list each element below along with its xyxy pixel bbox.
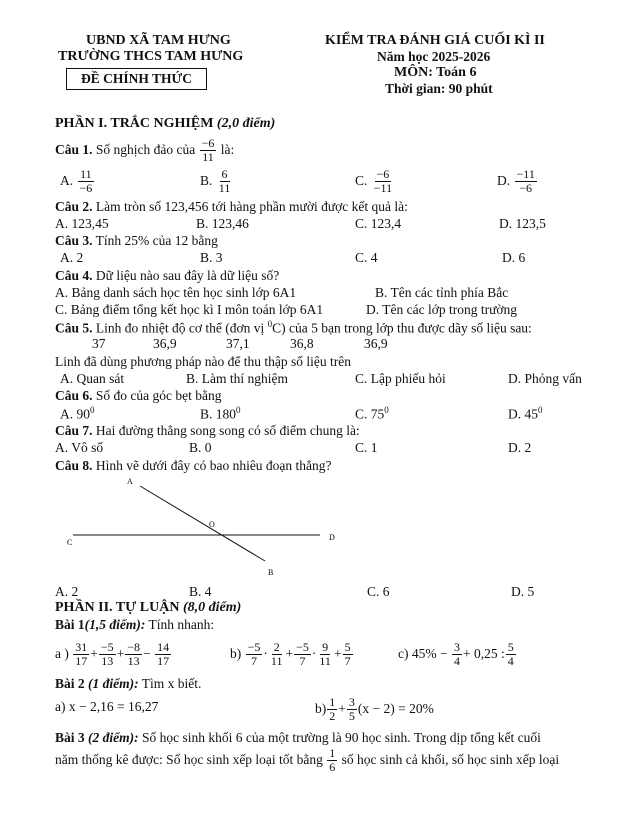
school-authority: UBND XÃ TAM HƯNG [86,33,231,48]
q5-value-4: 36,8 [290,336,314,351]
q7-option-a: A. Vô số [55,440,104,455]
q7-option-d: D. 2 [508,440,532,455]
q5-value-1: 37 [92,336,106,351]
question-1: Câu 1. Số nghịch đảo của $\frac{-6}{11}$ là: [55,135,235,164]
q8-option-c: C. 6 [367,584,390,599]
q3-option-c: C. 4 [355,250,378,265]
point-a-label: A [127,477,133,486]
question-6: Câu 6. Số đo của góc bẹt bằng [55,388,222,403]
q4-option-b: B. Tên các tỉnh phía Bắc [375,285,509,300]
q3-option-b: B. 3 [200,250,223,265]
exercise-1-heading: Bài 1(1,5 điểm): Tính nhanh: [55,617,215,632]
point-d-label: D [329,533,335,542]
question-3: Câu 3. Tính 25% của 12 bằng [55,233,218,248]
question-5: Câu 5. Linh đo nhiệt độ cơ thể (đơn vị $^0$C) của 5 bạn trong lớp thu được dãy số liệu sau: [55,319,532,336]
part2-heading: PHẦN II. TỰ LUẬN (8,0 điểm) [55,600,242,615]
q5-value-5: 36,9 [364,336,388,351]
question-8: Câu 8. Hình vẽ dưới đây có bao nhiêu đoạn thẳng? [55,458,332,473]
q2-option-d: D. 123,5 [499,216,546,231]
q5-option-d: D. Phỏng vấn [508,371,582,386]
q4-option-a: A. Bảng danh sách học tên học sinh lớp 6A1 [55,285,297,300]
point-b-label: B [268,568,274,577]
q5-option-a: A. Quan sát [60,371,125,386]
q4-option-d: D. Tên các lớp trong trường [366,302,518,317]
duration: Thời gian: 90 phút [385,81,493,96]
segment-ab [140,486,265,561]
subject: MÔN: Toán 6 [394,65,477,80]
question-4: Câu 4. Dữ liệu nào sau đây là dữ liệu số? [55,268,280,283]
q8-option-a: A. 2 [55,584,79,599]
q1-option-b: B. $\frac{6}{11}$ [200,166,231,195]
exercise-2b: b) $\frac{1}{2}$ + $\frac{3}{5}$ (x − 2) = 20% [315,694,434,723]
school-name: TRƯỜNG THCS TAM HƯNG [58,49,244,64]
q5-option-c: C. Lập phiếu hỏi [355,371,446,386]
q6-option-b: B. $180^0$ [200,405,241,422]
q1-option-d: D. $\frac{-11}{-6}$ [497,166,535,195]
exercise-3-line1: Bài 3 (2 điểm): Số học sinh khối 6 của một trường là 90 học sinh. Trong dịp tổng kết cuối [55,730,541,745]
q5-value-3: 37,1 [226,336,250,351]
q5-followup: Linh đã dùng phương pháp nào để thu thập số liệu trên [55,354,352,369]
q2-option-a: A. 123,45 [55,216,109,231]
q1-fraction: $\frac{-6}{11}$ [201,135,215,164]
q8-option-b: B. 4 [189,584,212,599]
q2-option-b: B. 123,46 [196,216,249,231]
question-2: Câu 2. Làm tròn số 123,456 tới hàng phần mười được kết quả là: [55,199,408,214]
exercise-1a: a ) $\frac{31}{17}$ + $\frac{-5}{13}$ + $\frac{-8}{13}$ − $\frac{14}{17}$ [55,639,170,668]
point-o-label: O [209,520,215,529]
exercise-1c: c) 45% − $\frac{3}{4}$ + 0,25 : $\frac{5}{4}$ [398,639,514,668]
question-7: Câu 7. Hai đường thẳng song song có số điểm chung là: [55,423,360,438]
school-year: Năm học 2025-2026 [377,49,491,64]
exercise-3-line2: năm thống kê được: Số học sinh xếp loại tốt bằng $\frac{1}{6}$ số học sinh cả khối, số học sinh xếp loại [55,745,560,774]
q5-option-b: B. Làm thí nghiệm [186,371,288,386]
q6-option-c: C. $75^0$ [355,405,389,422]
q2-option-c: C. 123,4 [355,216,402,231]
exam-title: KIỂM TRA ĐÁNH GIÁ CUỐI KÌ II [325,33,545,48]
q3-option-d: D. 6 [502,250,526,265]
q6-option-a: A. $90^0$ [60,405,95,422]
q6-option-d: D. $45^0$ [508,405,543,422]
exercise-2-heading: Bài 2 (1 điểm): Tìm x biết. [55,676,202,691]
q1-option-a: A. $\frac{11}{-6}$ [60,166,93,195]
q5-value-2: 36,9 [153,336,177,351]
point-c-label: C [67,538,73,547]
official-label: ĐỀ CHÍNH THỨC [66,68,207,90]
q7-option-b: B. 0 [189,440,212,455]
exercise-1b: b) $\frac{-5}{7}$ · $\frac{2}{11}$ + $\frac{-5}{7}$ · $\frac{9}{11}$ + $\frac{5}{7}$ [230,639,351,668]
q3-option-a: A. 2 [60,250,84,265]
q7-option-c: C. 1 [355,440,378,455]
q8-option-d: D. 5 [511,584,535,599]
part1-heading: PHẦN I. TRẮC NGHIỆM (2,0 điểm) [55,116,276,131]
exercise-2a: a) x − 2,16 = 16,27 [55,699,159,714]
q4-option-c: C. Bảng điểm tổng kết học kì I môn toán lớp 6A1 [55,302,324,317]
q1-option-c: C. $\frac{-6}{-11}$ [355,166,393,195]
q8-figure [55,472,355,584]
